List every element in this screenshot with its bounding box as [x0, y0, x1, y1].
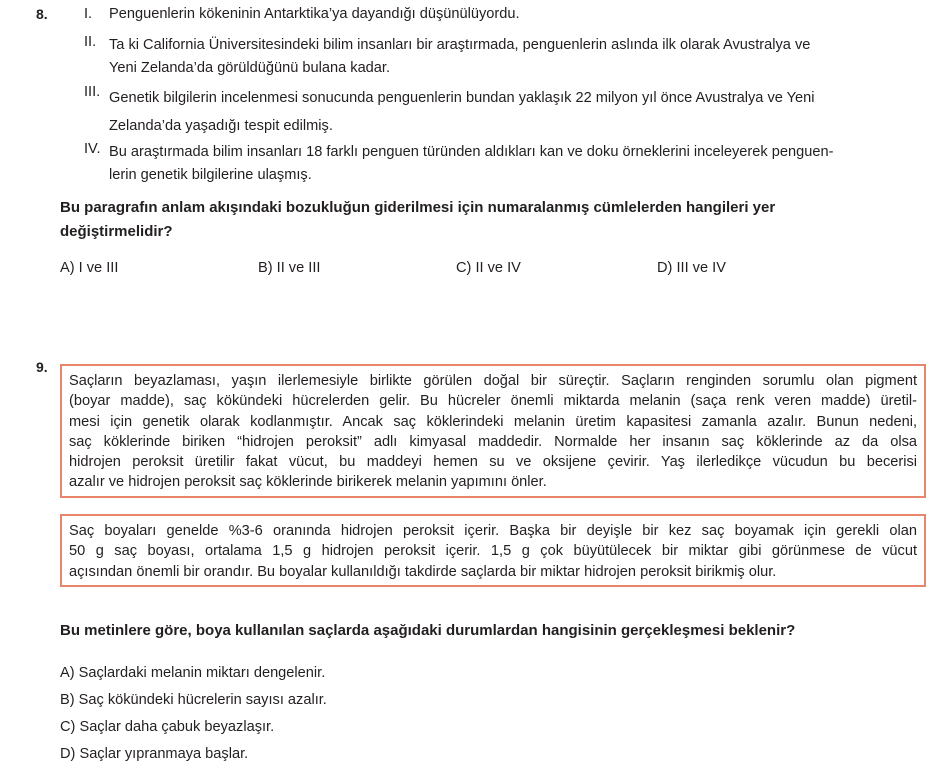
statement-numeral: II. — [84, 34, 97, 50]
prompt-line: değiştirmelidir? — [60, 223, 173, 240]
passage-line: 50 g saç boyası, ortalama 1,5 g hidrojen peroksit içerir. 1,5 g çok büyütülecek bir miktar gibi görünmese de vücut — [69, 543, 917, 560]
statement-line: Bu araştırmada bilim insanları 18 farklı penguen türünden aldıkları kan ve doku örneklerini inceleyerek penguen- — [109, 144, 834, 160]
statement-line: Zelanda’da yaşadığı tespit edilmiş. — [109, 118, 333, 134]
statement-numeral: III. — [84, 84, 101, 100]
statement-text — [109, 141, 934, 187]
prompt-line: Bu paragrafın anlam akışındaki bozukluğun giderilmesi için numaralanmış cümlelerden hangileri yer — [60, 199, 776, 216]
passage-1 — [60, 364, 926, 498]
passage-line: hidrojen peroksit üretilir fakat vücut, bu maddeyi hemen su ve oksijene çevirir. Yaş ilerledikçe vücudun bu becerisi — [69, 454, 917, 471]
q8-option-b[interactable]: B) II ve III — [258, 260, 321, 276]
passage-line: azalır ve hidrojen peroksit saç köklerinde birikerek melanin yapımını önler. — [69, 474, 547, 491]
statement-line: Penguenlerin kökeninin Antarktika’ya dayandığı düşünülüyordu. — [109, 6, 520, 22]
statement-line: Yeni Zelanda’da görüldüğünü bulana kadar. — [109, 60, 391, 76]
statement-line: Genetik bilgilerin incelenmesi sonucunda penguenlerin bundan yaklaşık 22 milyon yıl önce Avustralya ve Yeni — [109, 90, 815, 106]
statement-text — [109, 34, 934, 80]
passage-line: Saç boyaları genelde %3-6 oranında hidrojen peroksit içerir. Başka bir deyişle bir kez saç boyamak için gerekli olan — [69, 523, 917, 539]
statement-text — [109, 6, 934, 22]
passage-line: mesi için genetik olarak kodlanmıştır. Ancak saç köklerindeki melanin üretim kapasitesi zamanla azalır. Bunun nedeni, — [69, 413, 917, 430]
q9-option-d[interactable]: D) Saçlar yıpranmaya başlar. — [60, 746, 249, 762]
q9-options — [60, 660, 327, 768]
q9-option-a[interactable]: A) Saçlardaki melanin miktarı dengelenir. — [60, 665, 326, 681]
question-9-prompt: Bu metinlere göre, boya kullanılan saçlarda aşağıdaki durumlardan hangisinin gerçekleşmesi beklenir? — [60, 622, 796, 639]
statement-line: Ta ki California Üniversitesindeki bilim insanları bir araştırmada, penguenlerin aslında ilk olarak Avustralya ve — [109, 37, 811, 53]
passage-line: açısından önemli bir orandır. Bu boyalar kullanıldığı takdirde saçlarda bir miktar hidrojen peroksit birikmiş olur. — [69, 563, 777, 580]
passage-line: saç köklerinde biriken “hidrojen peroksit” adlı kimyasal maddedir. Normalde her insanın saç köklerinde az da olsa — [69, 433, 917, 450]
passage-2 — [60, 514, 926, 587]
statement-numeral: IV. — [84, 141, 101, 157]
passage-line: Saçların beyazlaması, yaşın ilerlemesiyle birlikte görülen doğal bir süreçtir. Saçların renginden sorumlu olan pigment — [69, 373, 917, 389]
q9-option-b[interactable]: B) Saç kökündeki hücrelerin sayısı azalır. — [60, 692, 327, 708]
question-8-number: 8. — [36, 6, 48, 22]
q8-option-c[interactable]: C) II ve IV — [456, 260, 521, 276]
question-8-prompt — [60, 196, 775, 244]
q8-option-d[interactable]: D) III ve IV — [657, 260, 726, 276]
statement-numeral: I. — [84, 6, 93, 22]
q8-option-a[interactable]: A) I ve III — [60, 260, 119, 276]
statement-line: lerin genetik bilgilerine ulaşmış. — [109, 167, 312, 183]
q9-option-c[interactable]: C) Saçlar daha çabuk beyazlaşır. — [60, 719, 275, 735]
statement-text — [109, 84, 934, 140]
passage-line: (boyar madde), saç kökündeki hücrelerden gelir. Bu hücreler önemli miktarda melanin (saça renk veren madde) üretil- — [69, 393, 917, 410]
question-9-number: 9. — [36, 359, 48, 375]
